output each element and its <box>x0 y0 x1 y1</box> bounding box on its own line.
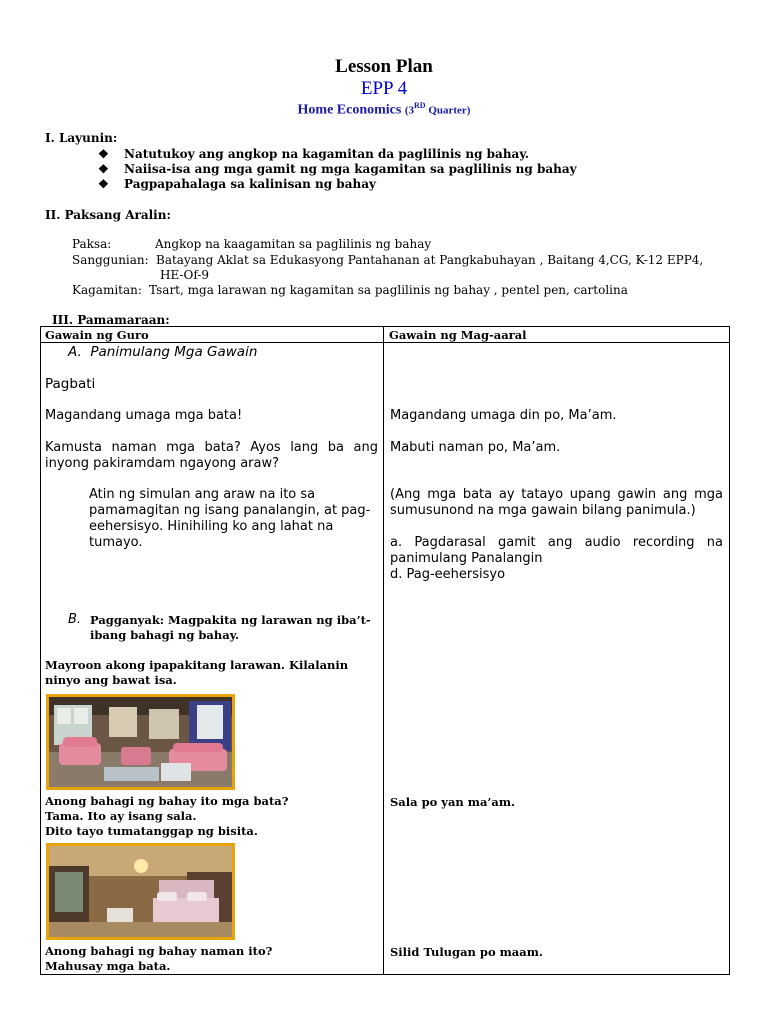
paksang-aralin-heading: II. Paksang Aralin: <box>45 208 171 222</box>
diamond-bullet-icon: ❖ <box>98 177 109 191</box>
section-b-title: Pagganyak: Magpakita ng larawan ng iba’t-ibang bahagi ng bahay. <box>90 613 371 642</box>
guro-kamusta: Kamusta naman mga bata? Ayos lang ba ang inyong pakiramdam ngayong araw? <box>45 440 378 471</box>
guro-greeting: Magandang umaga mga bata! <box>45 408 243 423</box>
diamond-bullet-icon: ❖ <box>98 162 109 176</box>
column-header-magaaral: Gawain ng Mag-aaral <box>389 328 527 342</box>
kagamitan-value: Tsart, mga larawan ng kagamitan sa paglilinis ng bahay , pentel pen, cartolina <box>149 283 628 297</box>
layunin-item-text: Pagpapahalaga sa kalinisan ng bahay <box>124 177 376 191</box>
subtitle-sup: RD <box>414 101 426 110</box>
section-a-letter: A. <box>68 344 82 360</box>
guro-tulugan-q: Anong bahagi ng bahay naman ito? <box>45 944 273 958</box>
magaaral-sala: Sala po yan ma’am. <box>390 795 516 809</box>
subtitle-main: Home Economics <box>297 102 402 118</box>
living-room-photo <box>46 694 235 790</box>
sanggunian-value-cont: HE-Of-9 <box>160 268 210 282</box>
layunin-item-text: Natutukoy ang angkop na kagamitan da paglilinis ng bahay. <box>124 147 530 161</box>
section-b-letter: B. <box>68 612 82 627</box>
table-column-divider <box>383 326 384 975</box>
living-room-image <box>49 697 232 787</box>
section-a-title: Panimulang Mga Gawain <box>90 344 258 360</box>
layunin-heading: I. Layunin: <box>45 131 118 145</box>
guro-mahusay: Mahusay mga bata. <box>45 959 171 973</box>
magaaral-mabuti: Mabuti naman po, Ma’am. <box>390 440 561 455</box>
subtitle-close: Quarter) <box>425 104 471 117</box>
pagbati-label: Pagbati <box>45 376 96 392</box>
kagamitan-label: Kagamitan: <box>72 283 142 297</box>
pamamaraan-heading: III. Pamamaraan: <box>52 313 170 327</box>
lesson-plan-title: Lesson Plan <box>335 56 433 77</box>
bedroom-image <box>49 846 232 937</box>
layunin-item <box>98 147 529 161</box>
column-header-guro: Gawain ng Guro <box>45 328 149 342</box>
sanggunian-label: Sanggunian: <box>72 253 149 267</box>
magaaral-tulugan: Silid Tulugan po maam. <box>390 945 543 959</box>
magaaral-eehersisyo: d. Pag-eehersisyo <box>390 567 506 582</box>
guro-panalangin: Atin ng simulan ang araw na ito sa pamamagitan ng isang panalangin, at pag-eehersisyo. Hinihiling ko ang lahat na tumayo. <box>89 487 371 550</box>
subtitle <box>0 101 768 119</box>
subtitle-open: (3 <box>404 104 415 117</box>
sanggunian-value: Batayang Aklat sa Edukasyong Pantahanan at Pangkabuhayan , Baitang 4,CG, K-12 EPP4, <box>156 253 704 267</box>
paksa-value: Angkop na kaagamitan sa paglilinis ng bahay <box>155 237 432 251</box>
paksa-label: Paksa: <box>72 237 112 251</box>
diamond-bullet-icon: ❖ <box>98 147 109 161</box>
table-header-divider <box>40 342 730 343</box>
magaaral-pagdarasal: a. Pagdarasal gamit ang audio recording na panimulang Panalangin <box>390 535 723 566</box>
guro-ipapakita: Mayroon akong ipapakitang larawan. Kilalanin ninyo ang bawat isa. <box>45 658 349 687</box>
guro-sala-q: Anong bahagi ng bahay ito mga bata? <box>45 794 289 808</box>
guro-sala-bisita: Dito tayo tumatanggap ng bisita. <box>45 824 258 838</box>
subject-title: EPP 4 <box>360 78 408 99</box>
layunin-item <box>98 162 577 176</box>
magaaral-tatayo: (Ang mga bata ay tatayo upang gawin ang mga sumusunond na mga gawain bilang panimula.) <box>390 487 723 518</box>
layunin-item <box>98 177 376 191</box>
section-a-heading <box>68 344 257 360</box>
magaaral-greeting: Magandang umaga din po, Ma’am. <box>390 408 617 423</box>
guro-sala-tama: Tama. Ito ay isang sala. <box>45 809 197 823</box>
layunin-item-text: Naiisa-isa ang mga gamit ng mga kagamitan sa paglilinis ng bahay <box>124 162 577 176</box>
bedroom-photo <box>46 843 235 940</box>
